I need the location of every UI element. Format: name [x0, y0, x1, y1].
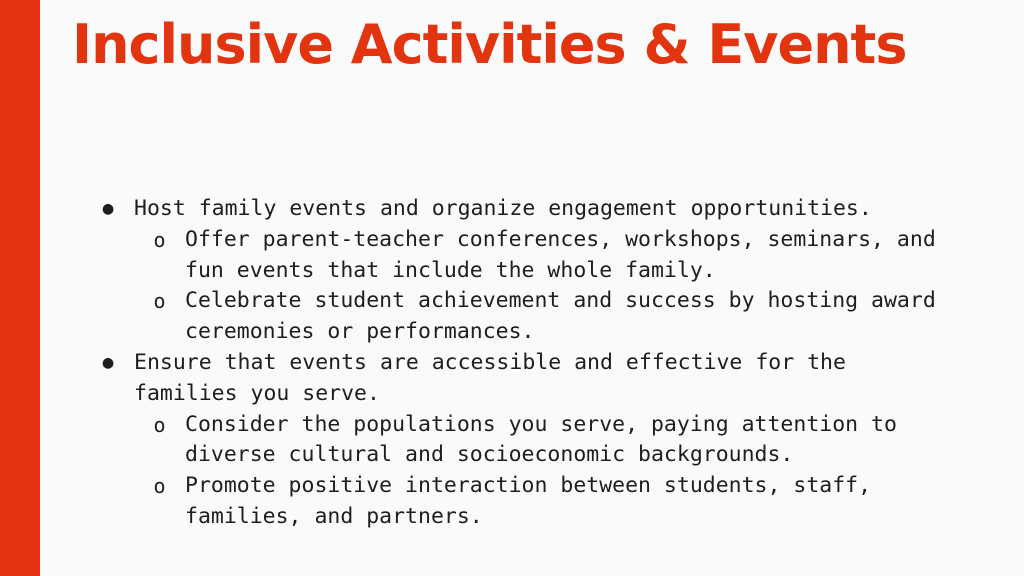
hollow-bullet-icon: o	[153, 289, 166, 314]
sub-bullet-text: Offer parent-teacher conferences, workshops, seminars, and fun events that include the whole family.	[185, 226, 936, 283]
bullet-text: Host family events and organize engagement opportunities.	[134, 196, 872, 221]
sub-bullet-item	[82, 225, 982, 287]
sub-bullet-item	[82, 410, 982, 472]
bullet-item	[82, 348, 982, 410]
sub-bullet-text: Celebrate student achievement and success by hosting award ceremonies or performances.	[185, 288, 936, 345]
slide-title: Inclusive Activities & Events	[72, 13, 907, 76]
sub-bullet-text: Consider the populations you serve, paying attention to diverse cultural and socioeconomic backgrounds.	[185, 411, 897, 468]
hollow-bullet-icon: o	[153, 227, 166, 252]
bullet-item	[82, 194, 982, 225]
bullet-text: Ensure that events are accessible and effective for the families you serve.	[134, 349, 846, 406]
bullet-list	[82, 194, 982, 533]
hollow-bullet-icon: o	[153, 474, 166, 499]
hollow-bullet-icon: o	[153, 412, 166, 437]
sub-bullet-text: Promote positive interaction between students, staff, families, and partners.	[185, 473, 872, 529]
bullet-dot-icon: ●	[102, 198, 114, 219]
sub-bullet-item	[82, 286, 982, 348]
sub-bullet-item	[82, 471, 982, 533]
bullet-dot-icon: ●	[102, 351, 114, 373]
accent-bar	[0, 0, 40, 576]
